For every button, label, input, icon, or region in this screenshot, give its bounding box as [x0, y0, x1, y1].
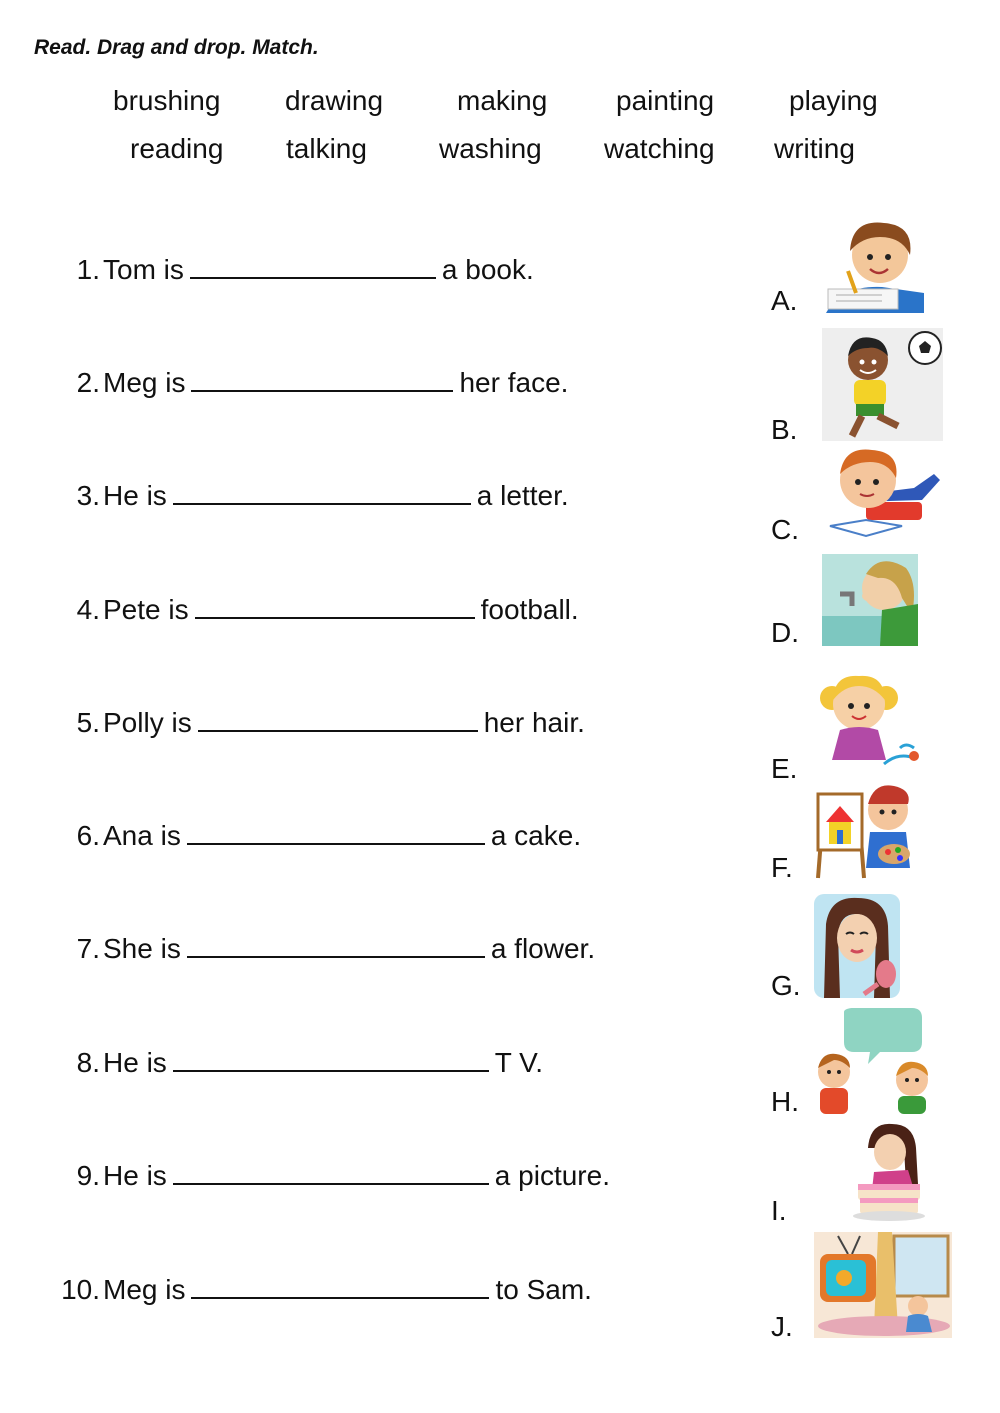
option-letter-j: J. [771, 1311, 793, 1342]
sentence-number: 7. [76, 933, 100, 964]
sentence-number: 4. [76, 594, 100, 625]
sentence-object: a flower. [490, 933, 596, 964]
sentence-subject: Meg is [103, 367, 186, 398]
bank-word-talking[interactable]: talking [286, 133, 367, 164]
option-letter-b: B. [771, 414, 798, 445]
answer-drop-blank[interactable] [195, 595, 475, 619]
boy-reading-icon [826, 440, 943, 540]
option-letter-e: E. [771, 753, 798, 784]
bank-word-watching[interactable]: watching [604, 133, 715, 164]
girl-making-cake-icon [852, 1120, 930, 1222]
answer-drop-blank[interactable] [198, 708, 478, 732]
sentence-subject: He is [103, 1160, 167, 1191]
option-letter-c: C. [771, 514, 799, 545]
option-letter-f: F. [771, 852, 793, 883]
bank-word-washing[interactable]: washing [439, 133, 542, 164]
answer-drop-blank[interactable] [173, 1161, 489, 1185]
boy-painting-icon [814, 782, 918, 880]
sentence-number: 8. [76, 1047, 100, 1078]
sentence-object: football. [480, 594, 579, 625]
sentence-subject: Meg is [103, 1274, 186, 1305]
bank-word-reading[interactable]: reading [130, 133, 224, 164]
sentence-number: 6. [76, 820, 100, 851]
boy-writing-icon [822, 215, 924, 313]
girl-drawing-icon [814, 668, 926, 778]
sentence-object: a cake. [490, 820, 582, 851]
bank-word-brushing[interactable]: brushing [113, 85, 221, 116]
answer-drop-blank[interactable] [190, 255, 436, 279]
bank-word-writing[interactable]: writing [774, 133, 855, 164]
boy-playing-football-icon [822, 328, 943, 441]
instruction-text: Read. Drag and drop. Match. [34, 36, 319, 59]
answer-drop-blank[interactable] [173, 1048, 489, 1072]
bank-word-making[interactable]: making [457, 85, 548, 116]
sentence-subject: He is [103, 1047, 167, 1078]
sentence-number: 10. [61, 1274, 100, 1305]
sentence-subject: She is [103, 933, 181, 964]
sentence-subject: Pete is [103, 594, 189, 625]
sentence-number: 2. [76, 367, 100, 398]
option-letter-d: D. [771, 617, 799, 648]
answer-drop-blank[interactable] [191, 368, 453, 392]
sentence-subject: Ana is [103, 820, 181, 851]
sentence-subject: Polly is [103, 707, 192, 738]
bank-word-painting[interactable]: painting [616, 85, 715, 116]
answer-drop-blank[interactable] [173, 481, 471, 505]
answer-drop-blank[interactable] [191, 1275, 489, 1299]
sentence-object: her face. [459, 367, 569, 398]
sentence-object: T V. [494, 1047, 544, 1078]
bank-word-drawing[interactable]: drawing [285, 85, 384, 116]
children-talking-icon [814, 1008, 938, 1114]
sentence-object: a letter. [476, 480, 569, 511]
option-letter-g: G. [771, 970, 801, 1001]
sentence-subject: Tom is [103, 254, 184, 285]
sentence-object: to Sam. [495, 1274, 592, 1305]
sentence-number: 1. [76, 254, 100, 285]
child-watching-tv-icon [814, 1232, 952, 1338]
bank-word-playing[interactable]: playing [789, 85, 878, 116]
sentence-number: 9. [76, 1160, 100, 1191]
option-letter-i: I. [771, 1195, 787, 1226]
sentence-number: 5. [76, 707, 100, 738]
answer-drop-blank[interactable] [187, 934, 485, 958]
option-letter-a: A. [771, 285, 798, 316]
sentence-number: 3. [76, 480, 100, 511]
sentence-object: a picture. [494, 1160, 610, 1191]
sentence-object: a book. [441, 254, 534, 285]
option-letter-h: H. [771, 1086, 799, 1117]
woman-brushing-hair-icon [814, 894, 900, 998]
sentence-subject: He is [103, 480, 167, 511]
sentence-object: her hair. [483, 707, 585, 738]
girl-washing-face-icon [822, 554, 918, 646]
answer-drop-blank[interactable] [187, 821, 485, 845]
